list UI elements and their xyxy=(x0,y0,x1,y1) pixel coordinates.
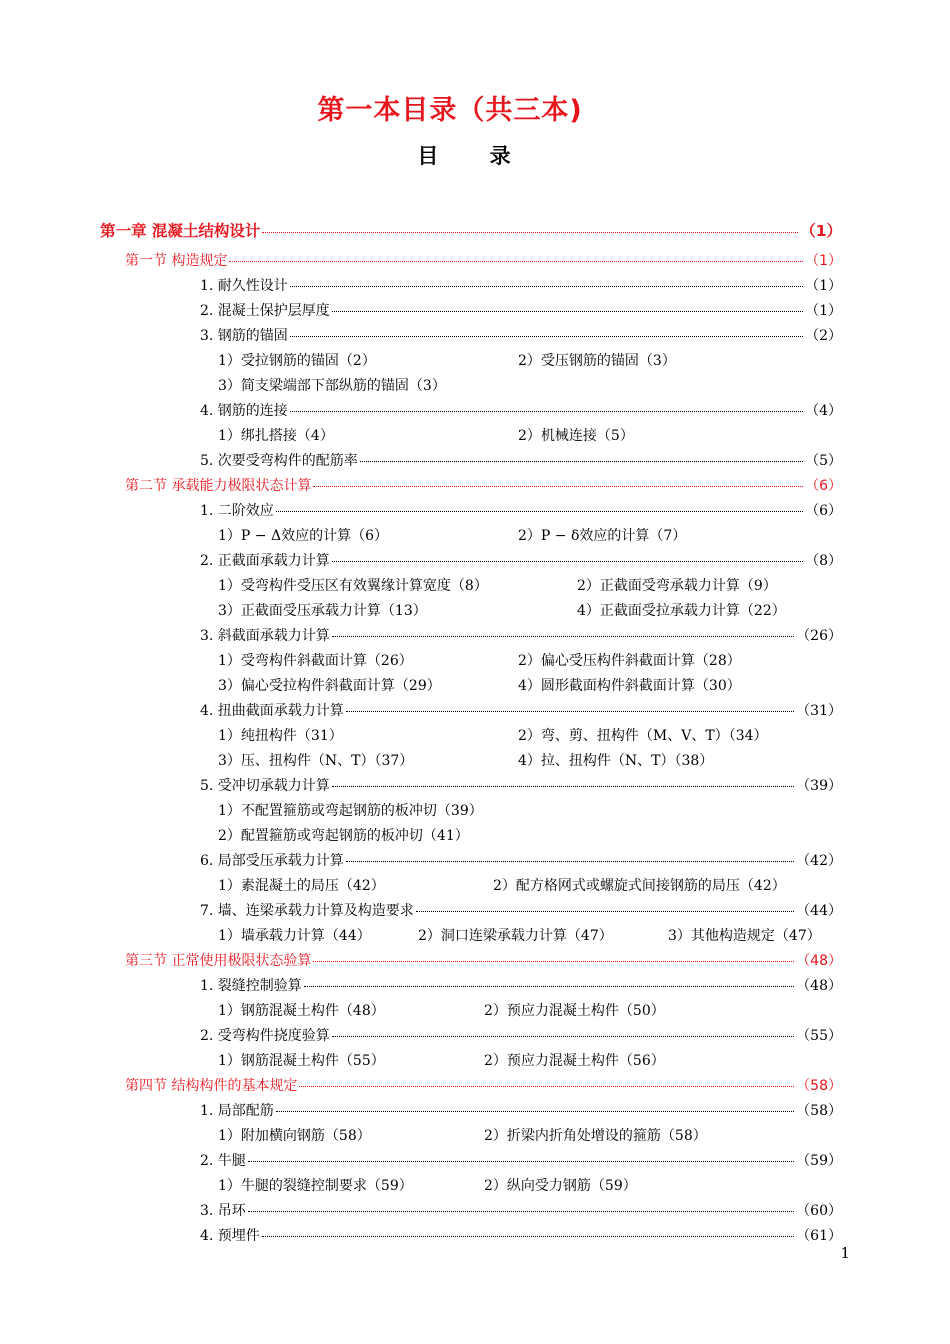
leader-dots xyxy=(290,285,803,287)
toc-item[interactable] xyxy=(200,400,842,420)
toc-item[interactable] xyxy=(200,275,842,295)
toc-entry-page: （1） xyxy=(800,222,842,240)
toc-entry-label: 2. 牛腿 xyxy=(200,1153,246,1169)
leader-dots xyxy=(290,335,803,337)
leader-dots xyxy=(248,1160,794,1162)
toc-entry-label: 4. 钢筋的连接 xyxy=(200,403,288,419)
toc-subitem[interactable]: 1）受拉钢筋的锚固（2） xyxy=(218,353,376,369)
toc-subitem[interactable]: 1）P − Δ效应的计算（6） xyxy=(218,528,388,544)
toc-entry-page: （42） xyxy=(796,853,842,869)
toc-subitem[interactable]: 3）正截面受压承载力计算（13） xyxy=(218,603,427,619)
document-title: 第一本目录（共三本) xyxy=(317,95,583,126)
toc-section-1[interactable] xyxy=(125,250,842,270)
toc-subitem[interactable]: 1）绑扎搭接（4） xyxy=(218,428,334,444)
leader-dots xyxy=(332,635,794,637)
toc-subitem[interactable]: 1）纯扭构件（31） xyxy=(218,728,343,744)
toc-subitem[interactable]: 3）偏心受拉构件斜截面计算（29） xyxy=(218,678,441,694)
leader-dots xyxy=(262,231,798,233)
leader-dots xyxy=(346,710,794,712)
toc-entry-page: （1） xyxy=(805,278,842,294)
leader-dots xyxy=(332,310,803,312)
toc-entry-label: 1. 耐久性设计 xyxy=(200,278,288,294)
toc-subitem[interactable]: 1）墙承载力计算（44） xyxy=(218,928,371,944)
toc-subitem[interactable]: 2）受压钢筋的锚固（3） xyxy=(518,353,676,369)
toc-subitem[interactable]: 1）受弯构件受压区有效翼缘计算宽度（8） xyxy=(218,578,488,594)
leader-dots xyxy=(229,260,803,262)
leader-dots xyxy=(416,910,794,912)
toc-item[interactable] xyxy=(200,1225,842,1245)
toc-subitem[interactable]: 2）P − δ效应的计算（7） xyxy=(518,528,687,544)
leader-dots xyxy=(360,460,803,462)
toc-entry-page: （44） xyxy=(796,903,842,919)
toc-subitem[interactable]: 1）素混凝土的局压（42） xyxy=(218,878,385,894)
toc-entry-label: 7. 墙、连梁承载力计算及构造要求 xyxy=(200,903,414,919)
toc-entry-label: 2. 正截面承载力计算 xyxy=(200,553,330,569)
toc-entry-label: 第二节 承载能力极限状态计算 xyxy=(125,478,312,494)
toc-subitem[interactable]: 3）压、扭构件（N、T）（37） xyxy=(218,753,414,769)
toc-subitem[interactable]: 2）预应力混凝土构件（50） xyxy=(484,1003,665,1019)
toc-item[interactable] xyxy=(200,550,842,570)
toc-entry-page: （61） xyxy=(796,1228,842,1244)
leader-dots xyxy=(346,860,794,862)
toc-section-2[interactable] xyxy=(125,475,842,495)
toc-item[interactable] xyxy=(200,325,842,345)
toc-entry-label: 5. 次要受弯构件的配筋率 xyxy=(200,453,358,469)
toc-subitem[interactable]: 1）不配置箍筋或弯起钢筋的板冲切（39） xyxy=(218,803,483,819)
toc-entry-page: （31） xyxy=(796,703,842,719)
toc-subitem[interactable]: 2）折梁内折角处增设的箍筋（58） xyxy=(484,1128,707,1144)
toc-item[interactable] xyxy=(200,775,842,795)
leader-dots xyxy=(332,560,803,562)
toc-entry-label: 6. 局部受压承载力计算 xyxy=(200,853,344,869)
toc-entry-label: 3. 吊环 xyxy=(200,1203,246,1219)
leader-dots xyxy=(313,960,794,962)
toc-entry-page: （1） xyxy=(805,303,842,319)
toc-subitem[interactable]: 2）预应力混凝土构件（56） xyxy=(484,1053,665,1069)
leader-dots xyxy=(299,1085,794,1087)
toc-subitem[interactable]: 2）纵向受力钢筋（59） xyxy=(484,1178,637,1194)
toc-entry-page: （39） xyxy=(796,778,842,794)
toc-section-4[interactable] xyxy=(125,1075,842,1095)
toc-subitem[interactable]: 2）正截面受弯承载力计算（9） xyxy=(577,578,777,594)
toc-item[interactable] xyxy=(200,900,842,920)
toc-entry-page: （6） xyxy=(805,478,842,494)
toc-entry-page: （26） xyxy=(796,628,842,644)
toc-entry-label: 第一章 混凝土结构设计 xyxy=(100,222,261,240)
toc-item[interactable] xyxy=(200,300,842,320)
toc-item[interactable] xyxy=(200,850,842,870)
toc-subitem[interactable]: 1）牛腿的裂缝控制要求（59） xyxy=(218,1178,413,1194)
toc-subitem[interactable]: 2）弯、剪、扭构件（M、V、T）（34） xyxy=(518,728,768,744)
toc-entry-page: （48） xyxy=(796,953,842,969)
toc-entry-label: 1. 二阶效应 xyxy=(200,503,274,519)
toc-subitem[interactable]: 4）拉、扭构件（N、T）（38） xyxy=(518,753,714,769)
toc-subitem[interactable]: 1）钢筋混凝土构件（55） xyxy=(218,1053,385,1069)
toc-entry-page: （1） xyxy=(805,253,842,269)
leader-dots xyxy=(313,485,803,487)
toc-entry-label: 1. 裂缝控制验算 xyxy=(200,978,302,994)
toc-entry-label: 2. 混凝土保护层厚度 xyxy=(200,303,330,319)
page-number: 1 xyxy=(840,1244,850,1262)
toc-entry-label: 4. 扭曲截面承载力计算 xyxy=(200,703,344,719)
toc-item[interactable] xyxy=(200,975,842,995)
toc-entry-page: （55） xyxy=(796,1028,842,1044)
toc-entry-page: （6） xyxy=(805,503,842,519)
leader-dots xyxy=(290,410,803,412)
toc-entry-page: （59） xyxy=(796,1153,842,1169)
leader-dots xyxy=(276,510,803,512)
toc-chapter-1[interactable] xyxy=(100,219,842,241)
toc-entry-page: （4） xyxy=(805,403,842,419)
leader-dots xyxy=(332,785,794,787)
toc-subitem[interactable]: 1）附加横向钢筋（58） xyxy=(218,1128,371,1144)
toc-entry-label: 1. 局部配筋 xyxy=(200,1103,274,1119)
toc-subitem[interactable]: 1）钢筋混凝土构件（48） xyxy=(218,1003,385,1019)
toc-entry-label: 第一节 构造规定 xyxy=(125,253,228,269)
toc-subitem[interactable]: 4）圆形截面构件斜截面计算（30） xyxy=(518,678,741,694)
toc-subitem[interactable]: 2）配置箍筋或弯起钢筋的板冲切（41） xyxy=(218,828,469,844)
toc-item[interactable] xyxy=(200,1025,842,1045)
leader-dots xyxy=(276,1110,794,1112)
toc-subitem[interactable]: 2）机械连接（5） xyxy=(518,428,634,444)
toc-subitem[interactable]: 2）洞口连梁承载力计算（47） xyxy=(418,928,613,944)
toc-item[interactable] xyxy=(200,1100,842,1120)
leader-dots xyxy=(304,985,794,987)
leader-dots xyxy=(332,1035,794,1037)
toc-entry-label: 4. 预埋件 xyxy=(200,1228,260,1244)
toc-subitem[interactable]: 1）受弯构件斜截面计算（26） xyxy=(218,653,413,669)
toc-entry-page: （58） xyxy=(796,1078,842,1094)
toc-entry-page: （48） xyxy=(796,978,842,994)
toc-item[interactable] xyxy=(200,1150,842,1170)
toc-entry-page: （8） xyxy=(805,553,842,569)
toc-subitem[interactable]: 3）简支梁端部下部纵筋的锚固（3） xyxy=(218,378,446,394)
toc-item[interactable] xyxy=(200,500,842,520)
toc-entry-label: 2. 受弯构件挠度验算 xyxy=(200,1028,330,1044)
toc-subitem[interactable]: 3）其他构造规定（47） xyxy=(668,928,821,944)
toc-subitem[interactable]: 2）配方格网式或螺旋式间接钢筋的局压（42） xyxy=(493,878,786,894)
toc-entry-page: （2） xyxy=(805,328,842,344)
toc-item[interactable] xyxy=(200,625,842,645)
toc-item[interactable] xyxy=(200,700,842,720)
toc-entry-label: 第四节 结构构件的基本规定 xyxy=(125,1078,298,1094)
leader-dots xyxy=(262,1235,794,1237)
toc-heading: 目 录 xyxy=(417,144,533,168)
toc-subitem[interactable]: 4）正截面受拉承载力计算（22） xyxy=(577,603,786,619)
leader-dots xyxy=(248,1210,794,1212)
toc-entry-label: 第三节 正常使用极限状态验算 xyxy=(125,953,312,969)
toc-entry-label: 3. 钢筋的锚固 xyxy=(200,328,288,344)
toc-entry-page: （60） xyxy=(796,1203,842,1219)
toc-entry-label: 3. 斜截面承载力计算 xyxy=(200,628,330,644)
toc-entry-page: （58） xyxy=(796,1103,842,1119)
toc-item[interactable] xyxy=(200,1200,842,1220)
toc-section-3[interactable] xyxy=(125,950,842,970)
toc-entry-page: （5） xyxy=(805,453,842,469)
toc-subitem[interactable]: 2）偏心受压构件斜截面计算（28） xyxy=(518,653,741,669)
toc-entry-label: 5. 受冲切承载力计算 xyxy=(200,778,330,794)
toc-item[interactable] xyxy=(200,450,842,470)
